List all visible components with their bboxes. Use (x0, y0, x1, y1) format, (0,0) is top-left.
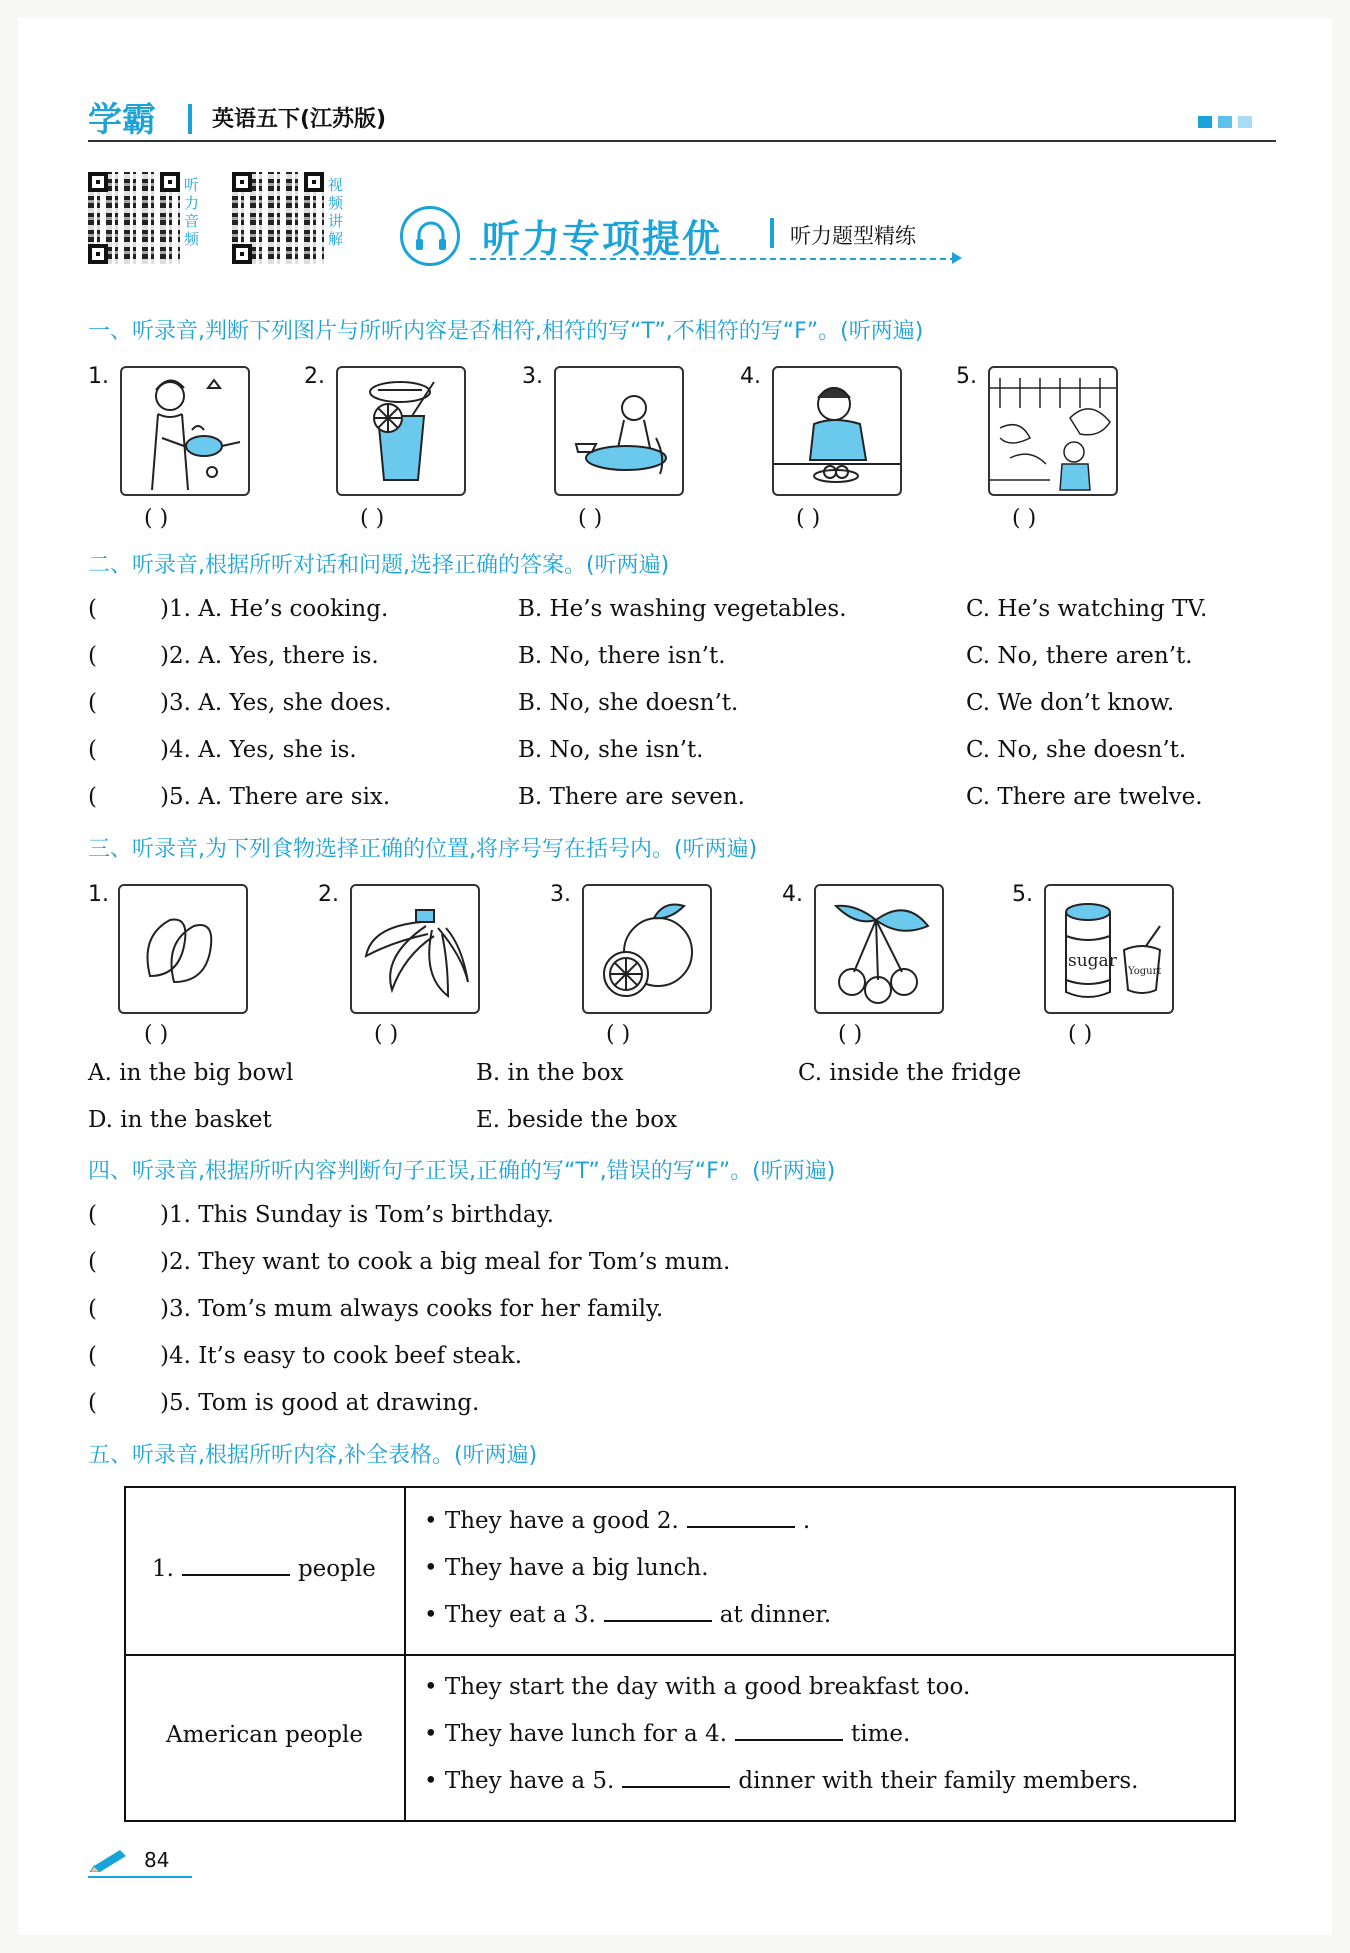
s1-answer-4[interactable]: ( ) (796, 506, 821, 531)
fill-in-table (124, 1486, 1236, 1822)
s1-answer-3[interactable]: ( ) (578, 506, 603, 531)
s2-row-1-c: C. He’s watching TV. (966, 596, 1208, 622)
s2-row-4-b: B. No, she isn’t. (518, 737, 704, 763)
s2-row-3-b: B. No, she doesn’t. (518, 690, 739, 716)
s2-row-2-c: C. No, there aren’t. (966, 643, 1193, 669)
table-row-2-line-2: • They have lunch for a 4. time. (424, 1721, 911, 1747)
s2-row-3-a: )3. A. Yes, she does. (160, 690, 392, 716)
s1-answer-2[interactable]: ( ) (360, 506, 385, 531)
book-title: 英语五下(江苏版) (212, 107, 387, 132)
s3-num-1: 1. (88, 882, 109, 907)
s3-option-e: E. beside the box (476, 1107, 678, 1133)
logo-divider (188, 104, 192, 134)
table-row-1-line-3: • They eat a 3. at dinner. (424, 1602, 832, 1628)
s3-num-5: 5. (1012, 882, 1033, 907)
s4-open-paren-3[interactable]: ( (88, 1296, 97, 1322)
qr-label-audio: 听 力 音 频 (184, 176, 200, 248)
s3-option-b: B. in the box (476, 1060, 624, 1086)
s3-num-3: 3. (550, 882, 571, 907)
s3-answer-4[interactable]: ( ) (838, 1022, 863, 1047)
s3-picture-cherries (814, 884, 944, 1014)
s2-row-1-b: B. He’s washing vegetables. (518, 596, 847, 622)
s4-open-paren-5[interactable]: ( (88, 1390, 97, 1416)
header-squares-icon (1198, 116, 1252, 128)
s1-answer-1[interactable]: ( ) (144, 506, 169, 531)
section-4-title: 四、听录音,根据所听内容判断句子正误,正确的写“T”,错误的写“F”。(听两遍) (88, 1159, 836, 1184)
s2-row-5-b: B. There are seven. (518, 784, 745, 810)
section-5-title: 五、听录音,根据所听内容,补全表格。(听两遍) (88, 1443, 538, 1468)
s1-num-1: 1. (88, 364, 109, 389)
table-row-1-line-2: • They have a big lunch. (424, 1555, 709, 1581)
s4-row-3: )3. Tom’s mum always cooks for her family. (160, 1296, 664, 1322)
s2-row-3-c: C. We don’t know. (966, 690, 1175, 716)
qr-label-video: 视 频 讲 解 (328, 176, 344, 248)
blank-4[interactable] (735, 1721, 843, 1741)
s3-picture-bananas (350, 884, 480, 1014)
s1-picture-juice (336, 366, 466, 496)
s4-open-paren-1[interactable]: ( (88, 1202, 97, 1228)
brand-logo: 学霸 (88, 100, 156, 140)
svg-text:sugar: sugar (1068, 951, 1117, 971)
section-banner-title: 听力专项提优 (482, 217, 723, 261)
s2-row-5-a: )5. A. There are six. (160, 784, 391, 810)
s2-row-4-a: )4. A. Yes, she is. (160, 737, 357, 763)
s2-row-5-c: C. There are twelve. (966, 784, 1203, 810)
page-number-rule (88, 1876, 192, 1878)
qr-code-audio[interactable] (88, 172, 180, 264)
table-row-1-left: 1. people (152, 1556, 376, 1582)
s1-picture-cooking (120, 366, 250, 496)
s2-row-2-b: B. No, there isn’t. (518, 643, 726, 669)
s4-open-paren-4[interactable]: ( (88, 1343, 97, 1369)
arrow-right-icon (952, 252, 962, 264)
s2-open-paren-5[interactable]: ( (88, 784, 97, 810)
table-row-2-line-1: • They start the day with a good breakfast too. (424, 1674, 971, 1700)
s2-row-4-c: C. No, she doesn’t. (966, 737, 1187, 763)
table-row-2-left: American people (166, 1722, 363, 1748)
s1-picture-washing (554, 366, 684, 496)
s2-row-2-a: )2. A. Yes, there is. (160, 643, 379, 669)
s2-open-paren-3[interactable]: ( (88, 690, 97, 716)
s4-row-4: )4. It’s easy to cook beef steak. (160, 1343, 523, 1369)
section-1-title: 一、听录音,判断下列图片与所听内容是否相符,相符的写“T”,不相符的写“F”。(听两遍) (88, 319, 924, 344)
table-row-1-line-1: • They have a good 2. . (424, 1508, 811, 1534)
s1-num-4: 4. (740, 364, 761, 389)
s4-row-2: )2. They want to cook a big meal for Tom’s mum. (160, 1249, 731, 1275)
headphone-icon (400, 206, 460, 266)
s4-row-1: )1. This Sunday is Tom’s birthday. (160, 1202, 554, 1228)
s2-open-paren-1[interactable]: ( (88, 596, 97, 622)
s3-picture-orange (582, 884, 712, 1014)
svg-text:Yogurt: Yogurt (1128, 966, 1162, 977)
s3-picture-mango (118, 884, 248, 1014)
s2-open-paren-4[interactable]: ( (88, 737, 97, 763)
s2-row-1-a: )1. A. He’s cooking. (160, 596, 389, 622)
blank-2[interactable] (687, 1508, 795, 1528)
blank-1[interactable] (182, 1556, 290, 1576)
s3-num-4: 4. (782, 882, 803, 907)
header-rule (88, 140, 1276, 142)
section-3-title: 三、听录音,为下列食物选择正确的位置,将序号写在括号内。(听两遍) (88, 837, 758, 862)
banner-dashed-line (470, 258, 956, 260)
page-number: 84 (144, 1848, 170, 1872)
s3-answer-3[interactable]: ( ) (606, 1022, 631, 1047)
pencil-icon (88, 1846, 132, 1876)
s1-picture-eating (772, 366, 902, 496)
s1-picture-garden (988, 366, 1118, 496)
s1-num-3: 3. (522, 364, 543, 389)
banner-divider (770, 218, 774, 248)
s3-answer-1[interactable]: ( ) (144, 1022, 169, 1047)
s3-num-2: 2. (318, 882, 339, 907)
s3-option-d: D. in the basket (88, 1107, 272, 1133)
s1-answer-5[interactable]: ( ) (1012, 506, 1037, 531)
blank-5[interactable] (622, 1768, 730, 1788)
s3-answer-2[interactable]: ( ) (374, 1022, 399, 1047)
s4-row-5: )5. Tom is good at drawing. (160, 1390, 480, 1416)
s3-picture-sugar-yogurt (1044, 884, 1174, 1014)
s3-option-a: A. in the big bowl (88, 1060, 294, 1086)
section-2-title: 二、听录音,根据所听对话和问题,选择正确的答案。(听两遍) (88, 553, 670, 578)
s1-num-2: 2. (304, 364, 325, 389)
blank-3[interactable] (604, 1602, 712, 1622)
s4-open-paren-2[interactable]: ( (88, 1249, 97, 1275)
s1-num-5: 5. (956, 364, 977, 389)
s2-open-paren-2[interactable]: ( (88, 643, 97, 669)
s3-option-c: C. inside the fridge (798, 1060, 1022, 1086)
section-banner-subtitle: 听力题型精练 (790, 224, 916, 248)
s3-answer-5[interactable]: ( ) (1068, 1022, 1093, 1047)
qr-code-video[interactable] (232, 172, 324, 264)
table-row-2-line-3: • They have a 5. dinner with their family members. (424, 1768, 1139, 1794)
